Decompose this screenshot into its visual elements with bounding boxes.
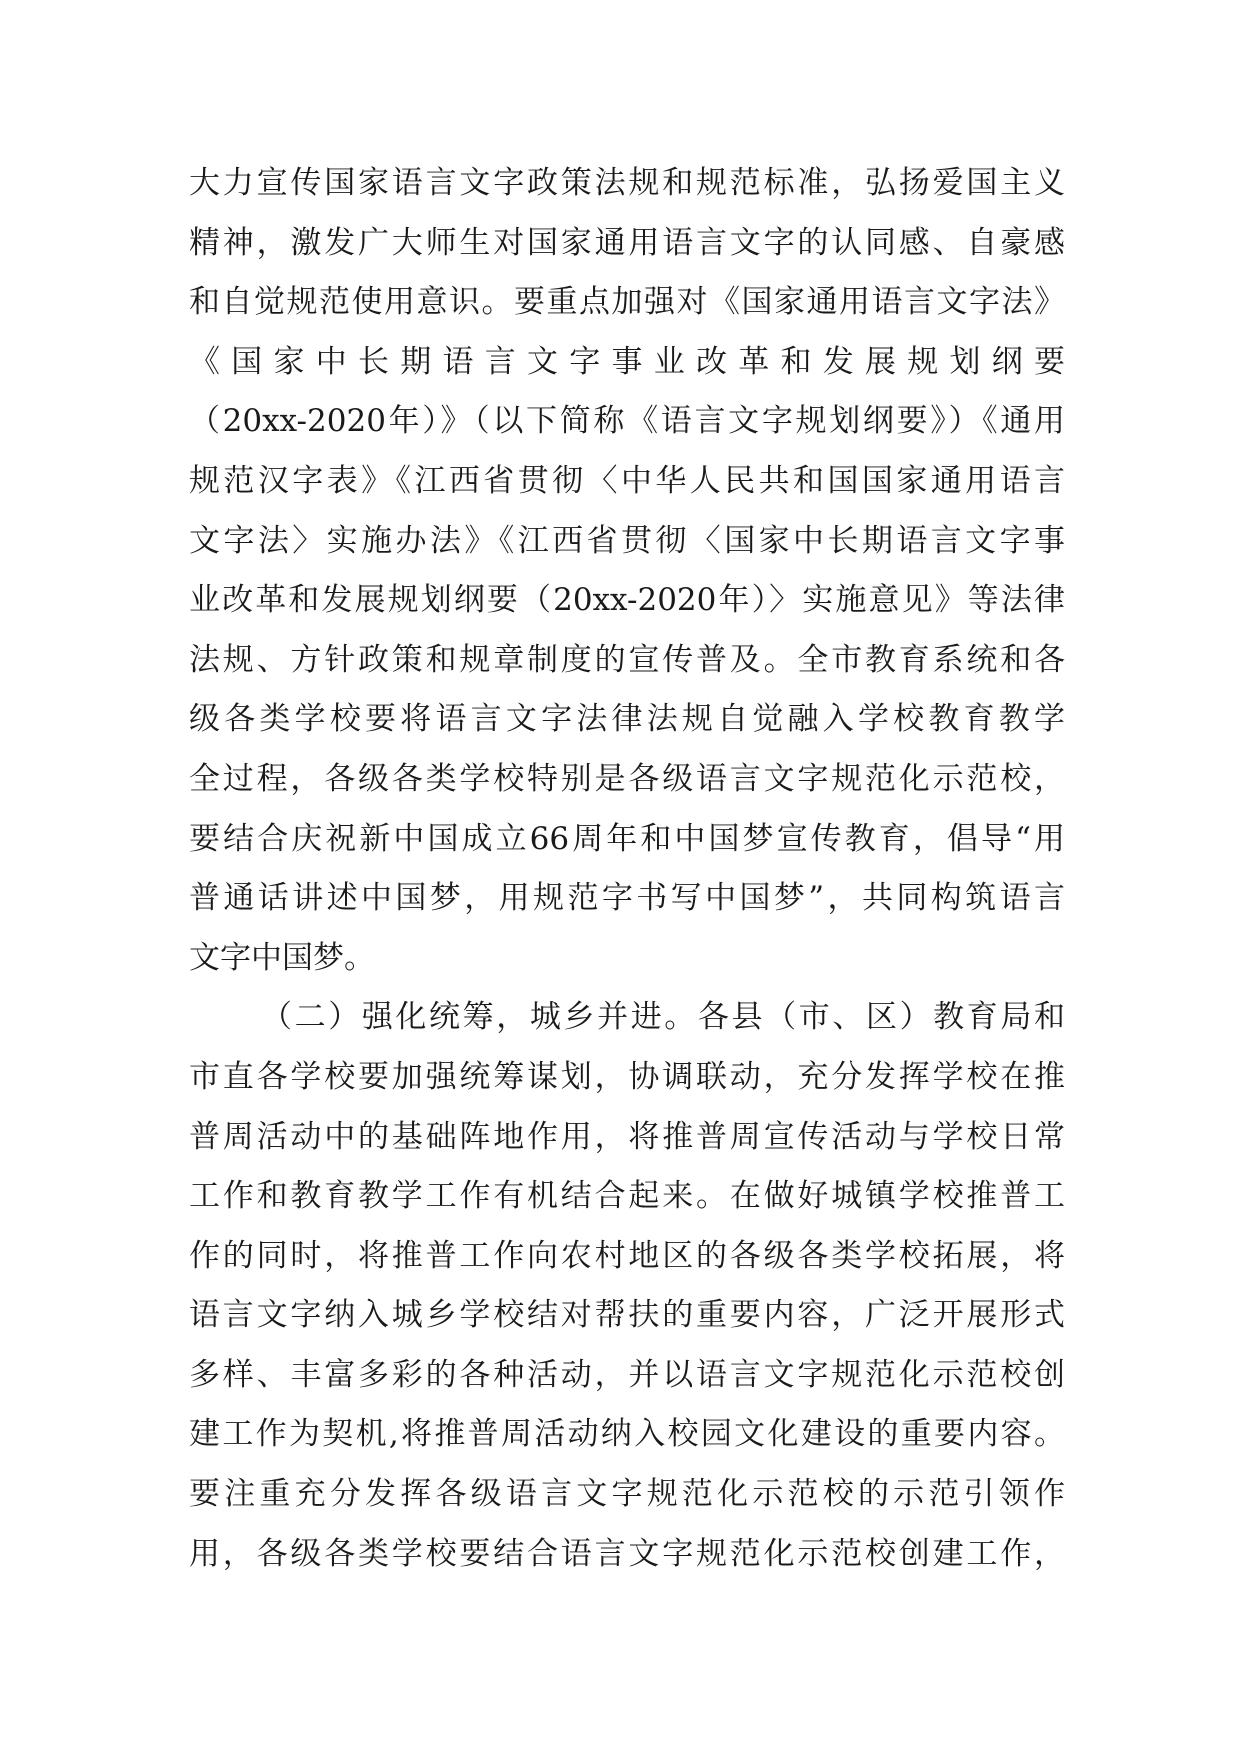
text-line: 要结合庆祝新中国成立66周年和中国梦宣传教育，倡导“用 <box>189 820 1065 857</box>
text-line: 大力宣传国家语言文字政策法规和规范标准，弘扬爱国主义 <box>189 165 1065 201</box>
paragraph-start-line: （二）强化统筹，城乡并进。各县（市、区）教育局和 <box>261 999 1065 1036</box>
text-line: 要注重充分发挥各级语言文字规范化示范校的示范引领作 <box>189 1476 1065 1513</box>
text-line: 级各类学校要将语言文字法律法规自觉融入学校教育教学 <box>189 701 1065 738</box>
text-line: 文字法〉实施办法》《江西省贯彻〈国家中长期语言文字事 <box>189 522 1065 559</box>
text-line: 用，各级各类学校要结合语言文字规范化示范校创建工作， <box>189 1535 1065 1572</box>
text-line: 作的同时，将推普工作向农村地区的各级各类学校拓展，将 <box>189 1237 1065 1274</box>
text-line: （20xx-2020年）》（以下简称《语言文字规划纲要》）《通用 <box>189 403 1065 440</box>
body-text <box>189 154 1065 1584</box>
text-line: 业改革和发展规划纲要（20xx-2020年）〉实施意见》等法律 <box>189 582 1065 619</box>
text-line: 工作和教育教学工作有机结合起来。在做好城镇学校推普工 <box>189 1178 1065 1215</box>
text-line: 普通话讲述中国梦，用规范字书写中国梦”，共同构筑语言 <box>189 880 1065 917</box>
text-line: 规范汉字表》《江西省贯彻〈中华人民共和国国家通用语言 <box>189 462 1065 499</box>
text-line: 文字中国梦。 <box>189 939 375 976</box>
text-line: 语言文字纳入城乡学校结对帮扶的重要内容，广泛开展形式 <box>189 1297 1065 1334</box>
text-line: 法规、方针政策和规章制度的宣传普及。全市教育系统和各 <box>189 641 1065 678</box>
text-line: 多样、丰富多彩的各种活动，并以语言文字规范化示范校创 <box>189 1356 1065 1393</box>
text-line: 普周活动中的基础阵地作用，将推普周宣传活动与学校日常 <box>189 1118 1065 1155</box>
text-line: 《国家中长期语言文字事业改革和发展规划纲要 <box>189 343 1065 380</box>
text-line: 精神，激发广大师生对国家通用语言文字的认同感、自豪感 <box>189 224 1065 261</box>
text-line: 建工作为契机,将推普周活动纳入校园文化建设的重要内容。 <box>189 1416 1065 1453</box>
text-line: 全过程，各级各类学校特别是各级语言文字规范化示范校， <box>189 760 1065 797</box>
text-line: 市直各学校要加强统筹谋划，协调联动，充分发挥学校在推 <box>189 1058 1065 1095</box>
text-line: 和自觉规范使用意识。要重点加强对《国家通用语言文字法》 <box>189 284 1065 321</box>
